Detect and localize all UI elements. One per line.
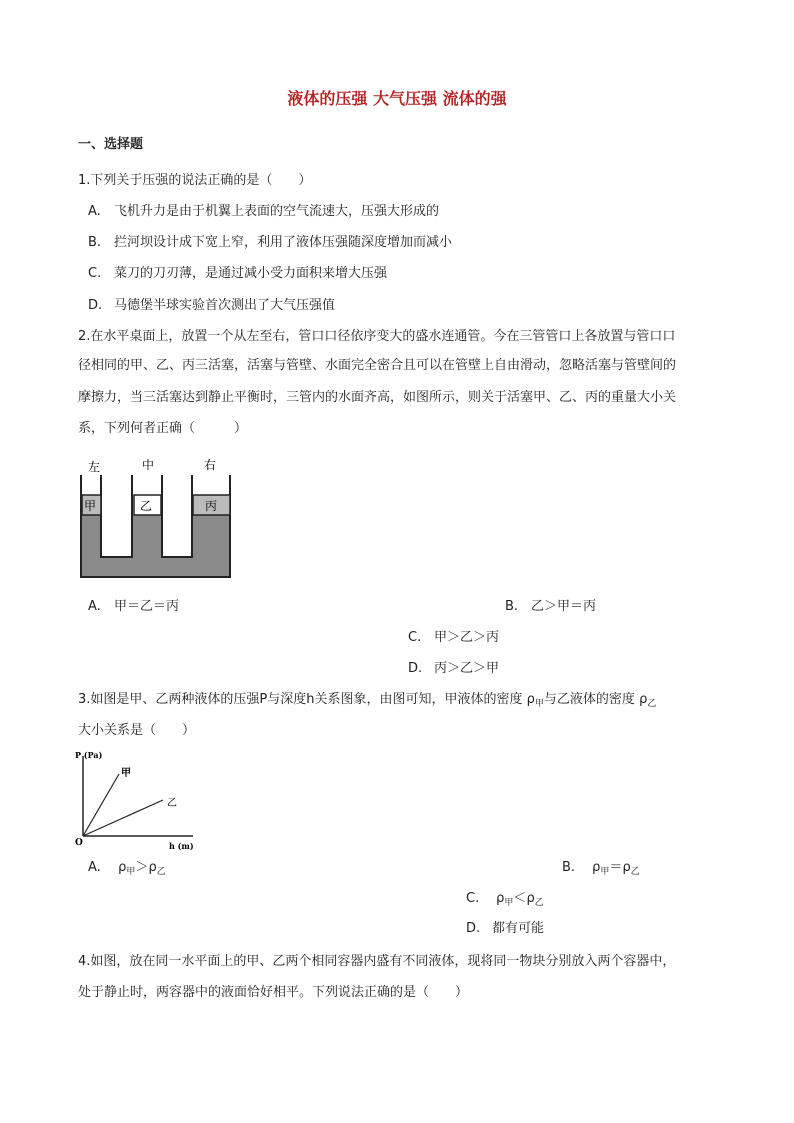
rho-subscript: 乙 — [647, 699, 657, 709]
q3-option-b — [562, 860, 640, 880]
y-axis-label: P (Pa) — [75, 750, 103, 760]
connected-vessels-figure — [78, 455, 233, 580]
question-3-line-1 — [78, 692, 656, 712]
line-a-label: 甲 — [121, 768, 131, 779]
rho-subscript: 甲 — [126, 867, 136, 877]
rho-subscript: 乙 — [156, 867, 166, 877]
rho-symbol: ρ — [639, 692, 648, 707]
option-text: 甲＝乙＝丙 — [114, 599, 180, 614]
question-4-line: 处于静止时，两容器中的液面恰好相平。下列说法正确的是（ ） — [78, 985, 469, 1000]
question-2-line: 径相同的甲、乙、丙三活塞，活塞与管壁、水面完全密合且可以在管壁上自由滑动，忽略活塞与管壁间的 — [78, 358, 677, 373]
option-letter: C. — [88, 266, 102, 281]
question-1-stem: 1.下列关于压强的说法正确的是（ ） — [78, 173, 312, 188]
rho-symbol: ρ — [526, 891, 535, 906]
q1-option-d — [88, 298, 335, 314]
rho-symbol: ρ — [526, 692, 535, 707]
option-text: 飞机升力是由于机翼上表面的空气流速大，压强大形成的 — [114, 204, 440, 219]
rho-subscript: 乙 — [534, 898, 544, 908]
option-text: 马德堡半球实验首次测出了大气压强值 — [114, 298, 336, 313]
question-4-line: 4.如图，放在同一水平面上的甲、乙两个相同容器内盛有不同液体，现将同一物块分别放入两个容器中， — [78, 954, 676, 969]
rho-subscript: 甲 — [504, 898, 514, 908]
q3-option-d — [466, 921, 544, 937]
option-letter: A. — [88, 599, 101, 614]
figure-label-left: 左 — [88, 460, 101, 474]
option-letter: D. — [88, 298, 103, 313]
rho-symbol: ρ — [148, 860, 157, 875]
question-2-line: 摩擦力，当三活塞达到静止平衡时，三管内的水面齐高，如图所示，则关于活塞甲、乙、丙的重量大小关 — [78, 390, 677, 405]
option-text: 乙＞甲＝丙 — [531, 599, 597, 614]
option-letter: B. — [88, 235, 102, 250]
line-b — [83, 800, 163, 836]
rho-symbol: ρ — [118, 860, 127, 875]
page-title: 液体的压强 大气压强 流体的强 — [287, 89, 507, 108]
q1-option-a — [88, 204, 439, 220]
rho-symbol: ρ — [592, 860, 601, 875]
option-text: 菜刀的刀刃薄，是通过减小受力面积来增大压强 — [114, 266, 388, 281]
figure-label-mid: 中 — [142, 458, 155, 472]
option-text: 都有可能 — [492, 921, 545, 936]
pressure-depth-graph — [75, 748, 200, 853]
q3-option-c — [466, 891, 544, 911]
option-letter: A. — [88, 204, 101, 219]
relation-symbol: ＞ — [135, 860, 149, 875]
question-2-line: 系，下列何者正确（ ） — [78, 421, 248, 436]
option-text: 丙＞乙＞甲 — [434, 661, 500, 676]
piston-a-label: 甲 — [84, 499, 97, 513]
option-text: 甲＞乙＞丙 — [434, 630, 500, 645]
option-letter: B. — [505, 599, 519, 614]
option-text: 拦河坝设计成下宽上窄，利用了液体压强随深度增加而减小 — [114, 235, 453, 250]
q2-option-a — [88, 599, 179, 615]
q2-option-c — [408, 630, 499, 646]
q3-text: 与乙液体的密度 — [543, 692, 635, 707]
relation-symbol: ＜ — [513, 891, 527, 906]
q3-option-a — [88, 860, 166, 880]
relation-symbol: ＝ — [609, 860, 623, 875]
line-a — [83, 774, 119, 836]
x-axis-label: h (m) — [169, 841, 194, 851]
question-3-line-2: 大小关系是（ ） — [78, 723, 196, 738]
q3-text: 3.如图是甲、乙两种液体的压强P与深度h关系图象，由图可知，甲液体的密度 — [78, 692, 523, 707]
option-letter: C. — [466, 891, 480, 906]
figure-label-right: 右 — [204, 458, 217, 472]
option-letter: A. — [88, 860, 101, 875]
q2-option-b — [505, 599, 596, 615]
rho-symbol: ρ — [622, 860, 631, 875]
rho-subscript: 甲 — [600, 867, 610, 877]
option-letter: C. — [408, 630, 422, 645]
origin-label: O — [75, 838, 83, 848]
piston-b-label: 乙 — [140, 499, 153, 513]
q1-option-b — [88, 235, 452, 251]
q1-option-c — [88, 266, 387, 282]
rho-symbol: ρ — [496, 891, 505, 906]
option-letter: D. — [408, 661, 423, 676]
option-letter: D. — [466, 921, 481, 936]
rho-subscript: 乙 — [630, 867, 640, 877]
line-b-label: 乙 — [167, 798, 177, 809]
water-body — [81, 515, 230, 577]
q2-option-d — [408, 661, 499, 677]
rho-subscript: 甲 — [534, 699, 544, 709]
option-letter: B. — [562, 860, 576, 875]
section-heading: 一、选择题 — [78, 137, 144, 152]
piston-c-label: 丙 — [205, 499, 218, 513]
question-2-line: 2.在水平桌面上，放置一个从左至右，管口口径依序变大的盛水连通管。今在三管管口上各放置与管口口 — [78, 329, 676, 344]
